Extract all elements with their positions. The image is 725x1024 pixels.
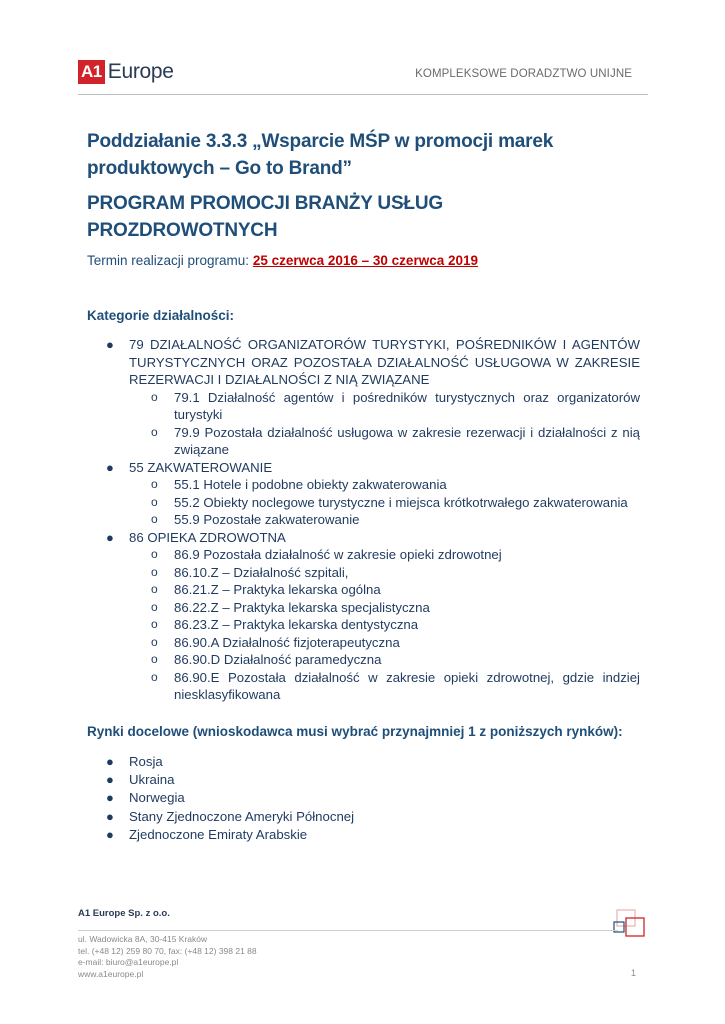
subtitle-line: Poddziałanie 3.3.3 „Wsparcie MŚP w promocji marek (87, 131, 554, 152)
subcategory-item (129, 511, 640, 529)
categories-list (87, 336, 640, 704)
circle-bullet-icon: o (151, 477, 158, 491)
subcategory-item (129, 494, 640, 512)
markets-heading: Rynki docelowe (wnioskodawca musi wybrać przynajmniej 1 z poniższych rynków): (87, 723, 623, 739)
subcategory-label: 86.90.E Pozostała działalność w zakresie opieki zdrowotnej, gdzie indziej niesklasyfikowana (174, 669, 640, 702)
bullet-icon: ● (106, 459, 114, 475)
footer-logo-squares-icon (611, 908, 651, 942)
footer-company: A1 Europe Sp. z o.o. (78, 908, 170, 919)
category-item (87, 529, 640, 704)
subcategory-label: 86.90.D Działalność paramedyczna (174, 652, 382, 667)
bullet-icon: ● (106, 771, 114, 787)
document-subtitle (87, 128, 640, 182)
subcategory-label: 55.2 Obiekty noclegowe turystyczne i miejsca krótkotrwałego zakwaterowania (174, 494, 628, 510)
program-title-line: PROZDROWOTNYCH (87, 220, 278, 241)
footer-email: e-mail: biuro@a1europe.pl (78, 957, 179, 967)
page-header (78, 58, 648, 94)
program-term (87, 252, 640, 270)
program-title-line: PROGRAM PROMOCJI BRANŻY USŁUG (87, 193, 443, 214)
subcategory-list (129, 389, 640, 459)
page-number: 1 (630, 968, 636, 978)
footer-divider (78, 930, 618, 931)
subcategory-list (129, 476, 640, 529)
subcategory-label: 55.9 Pozostałe zakwaterowanie (174, 512, 360, 527)
bullet-icon: ● (106, 827, 114, 843)
market-label: Zjednoczone Emiraty Arabskie (129, 827, 308, 843)
market-label: Norwegia (129, 790, 185, 806)
category-label: 79 DZIAŁALNOŚĆ ORGANIZATORÓW TURYSTYKI, POŚREDNIKÓW I AGENTÓW TURYSTYCZNYCH ORAZ POZOSTAŁA DZIAŁALNOŚĆ USŁUGOWA W ZAKRESIE REZERWACJI I DZIAŁALNOŚCI Z NIĄ ZWIĄZANE (129, 337, 640, 387)
market-label: Rosja (129, 753, 163, 769)
subcategory-label: 86.23.Z – Praktyka lekarska dentystyczna (174, 617, 419, 632)
circle-bullet-icon: o (151, 424, 158, 439)
subcategory-item (129, 389, 640, 424)
bullet-icon: ● (106, 790, 114, 806)
category-item (87, 459, 640, 529)
category-label: 86 OPIEKA ZDROWOTNA (129, 529, 286, 545)
market-item (87, 771, 640, 789)
circle-bullet-icon: o (151, 564, 158, 579)
circle-bullet-icon: o (151, 634, 158, 649)
footer-website: www.a1europe.pl (78, 968, 144, 979)
market-item (87, 808, 640, 826)
footer-address: ul. Wadowicka 8A, 30-415 Kraków (78, 934, 208, 944)
header-tagline: KOMPLEKSOWE DORADZTWO UNIJNE (415, 68, 632, 80)
bullet-icon: ● (106, 337, 114, 352)
subcategory-label: 55.1 Hotele i podobne obiekty zakwaterowania (174, 477, 447, 492)
subcategory-item (129, 634, 640, 652)
subcategory-item (129, 546, 640, 564)
bullet-icon: ● (106, 529, 114, 545)
term-label: Termin realizacji programu: (87, 253, 253, 268)
subcategory-item (129, 564, 640, 582)
subcategory-item (129, 599, 640, 617)
market-item (87, 789, 640, 807)
categories-heading: Kategorie działalności: (87, 308, 235, 323)
subcategory-label: 86.22.Z – Praktyka lekarska specjalistyczna (174, 599, 430, 615)
logo-text: Europe (107, 60, 174, 83)
subcategory-label: 86.9 Pozostała działalność w zakresie opieki zdrowotnej (174, 547, 502, 562)
footer-contact (78, 934, 257, 980)
term-dates: 25 czerwca 2016 – 30 czerwca 2019 (252, 253, 478, 268)
subcategory-item (129, 581, 640, 599)
subcategory-item (129, 476, 640, 494)
market-item (87, 753, 640, 771)
document-body (87, 128, 640, 845)
market-item (87, 826, 640, 844)
circle-bullet-icon: o (151, 599, 158, 614)
markets-list (87, 753, 640, 845)
program-title (87, 190, 640, 244)
market-label: Ukraina (129, 771, 175, 787)
company-logo (78, 60, 174, 84)
circle-bullet-icon: o (151, 547, 158, 561)
bullet-icon: ● (106, 808, 114, 824)
header-divider (78, 94, 648, 95)
logo-mark: A1 (78, 60, 105, 84)
subcategory-label: 79.9 Pozostała działalność usługowa w zakresie rezerwacji i działalności z nią związane (174, 424, 640, 457)
subtitle-line: produktowych – Go to Brand” (87, 158, 352, 179)
subcategory-item (129, 616, 640, 634)
subcategory-label: 86.21.Z – Praktyka lekarska ogólna (174, 582, 381, 597)
subcategory-label: 86.10.Z – Działalność szpitali, (174, 564, 349, 580)
footer-phone: tel. (+48 12) 259 80 70, fax: (+48 12) 398 21 88 (78, 945, 257, 956)
subcategory-item (129, 424, 640, 459)
subcategory-label: 86.90.A Działalność fizjoterapeutyczna (174, 634, 400, 650)
subcategory-list (129, 546, 640, 704)
bullet-icon: ● (106, 753, 114, 769)
market-label: Stany Zjednoczone Ameryki Północnej (129, 808, 355, 824)
subcategory-item (129, 669, 640, 704)
circle-bullet-icon: o (151, 669, 158, 684)
category-item (87, 336, 640, 459)
circle-bullet-icon: o (151, 494, 158, 509)
subcategory-item (129, 651, 640, 669)
category-label: 55 ZAKWATEROWANIE (129, 459, 273, 475)
subcategory-label: 79.1 Działalność agentów i pośredników turystycznych oraz organizatorów turystyki (174, 389, 640, 422)
circle-bullet-icon: o (151, 652, 158, 666)
circle-bullet-icon: o (151, 582, 158, 596)
circle-bullet-icon: o (151, 512, 158, 526)
circle-bullet-icon: o (151, 617, 158, 631)
circle-bullet-icon: o (151, 389, 158, 404)
